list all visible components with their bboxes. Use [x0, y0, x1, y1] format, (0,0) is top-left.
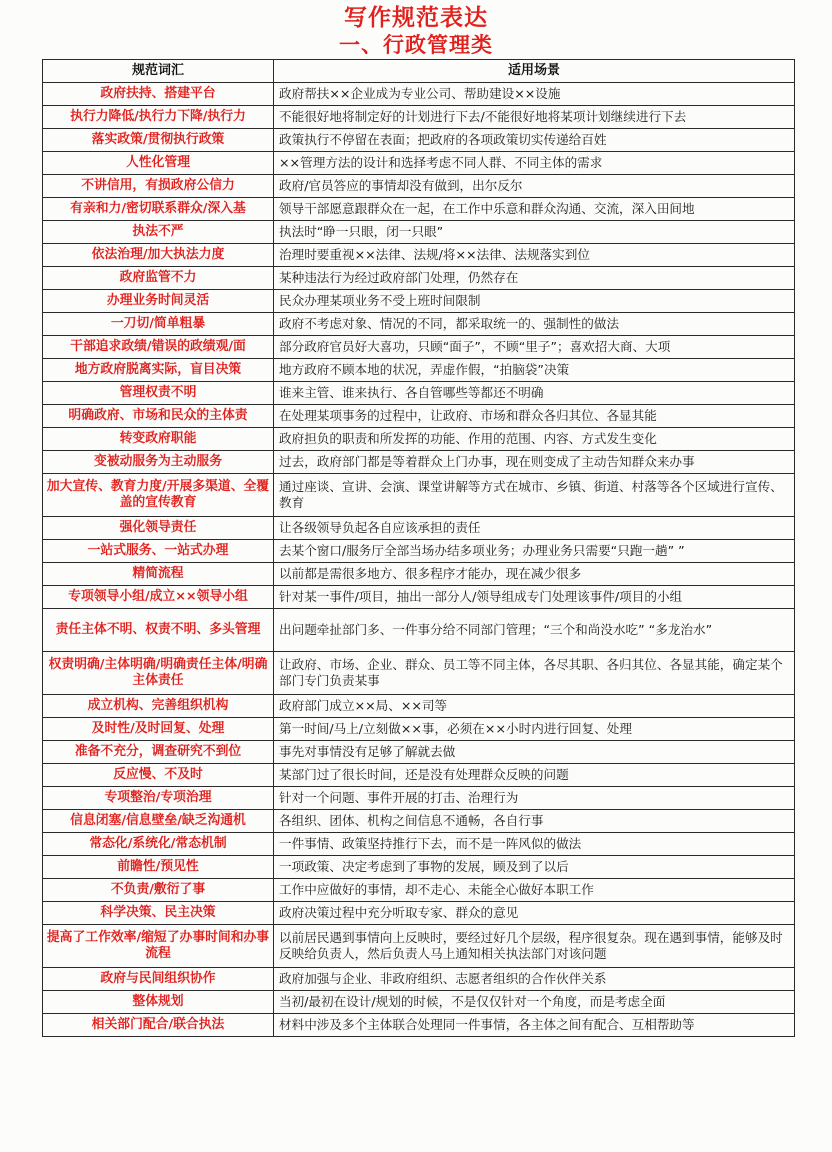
scene-cell: 政府担负的职责和所发挥的功能、作用的范围、内容、方式发生变化	[274, 428, 795, 451]
term-cell: 前瞻性/预见性	[43, 856, 274, 879]
scene-cell: 材料中涉及多个主体联合处理同一件事情，各主体之间有配合、互相帮助等	[274, 1014, 795, 1037]
term-cell: 不负责/敷衍了事	[43, 879, 274, 902]
scene-cell: 政府不考虑对象、情况的不同，都采取统一的、强制性的做法	[274, 313, 795, 336]
table-row	[43, 741, 795, 764]
term-cell: 精简流程	[43, 563, 274, 586]
scene-cell: 事先对事情没有足够了解就去做	[274, 741, 795, 764]
table-row	[43, 787, 795, 810]
page-title: 写作规范表达	[344, 5, 488, 31]
scene-cell: 某部门过了很长时间，还是没有处理群众反映的问题	[274, 764, 795, 787]
table-row	[43, 129, 795, 152]
term-cell: 政府监管不力	[43, 267, 274, 290]
table-row	[43, 609, 795, 652]
term-cell: 执法不严	[43, 221, 274, 244]
table-row	[43, 267, 795, 290]
scene-cell: 一项政策、决定考虑到了事物的发展，顾及到了以后	[274, 856, 795, 879]
scene-cell: 谁来主管、谁来执行、各自管哪些等都还不明确	[274, 382, 795, 405]
table-row	[43, 902, 795, 925]
term-cell: 权责明确/主体明确/明确责任主体/明确主体责任	[43, 652, 274, 695]
term-cell: 变被动服务为主动服务	[43, 451, 274, 474]
table-header-row	[43, 60, 795, 83]
term-cell: 执行力降低/执行力下降/执行力	[43, 106, 274, 129]
scene-cell: 政府加强与企业、非政府组织、志愿者组织的合作伙伴关系	[274, 968, 795, 991]
scene-cell: 以前都是需很多地方、很多程序才能办，现在减少很多	[274, 563, 795, 586]
term-cell: 相关部门配合/联合执法	[43, 1014, 274, 1037]
term-cell: 反应慢、不及时	[43, 764, 274, 787]
table-row	[43, 451, 795, 474]
scene-cell: 一件事情、政策坚持推行下去，而不是一阵风似的做法	[274, 833, 795, 856]
scene-cell: 过去，政府部门都是等着群众上门办事，现在则变成了主动告知群众来办事	[274, 451, 795, 474]
scene-cell: 让各级领导负起各自应该承担的责任	[274, 517, 795, 540]
terms-table	[42, 59, 795, 1037]
scene-cell: 地方政府不顾本地的状况，弄虚作假，“拍脑袋”决策	[274, 359, 795, 382]
term-cell: 专项整治/专项治理	[43, 787, 274, 810]
term-cell: 政府扶持、搭建平台	[43, 83, 274, 106]
term-cell: 专项领导小组/成立××领导小组	[43, 586, 274, 609]
table-row	[43, 540, 795, 563]
table-row	[43, 586, 795, 609]
term-cell: 一站式服务、一站式办理	[43, 540, 274, 563]
term-cell: 准备不充分，调查研究不到位	[43, 741, 274, 764]
term-cell: 常态化/系统化/常态机制	[43, 833, 274, 856]
term-cell: 整体规划	[43, 991, 274, 1014]
scene-cell: 在处理某项事务的过程中，让政府、市场和群众各归其位、各显其能	[274, 405, 795, 428]
scene-cell: 民众办理某项业务不受上班时间限制	[274, 290, 795, 313]
table-row	[43, 879, 795, 902]
term-cell: 强化领导责任	[43, 517, 274, 540]
term-cell: 地方政府脱离实际，盲目决策	[43, 359, 274, 382]
scene-cell: 让政府、市场、企业、群众、员工等不同主体，各尽其职、各归其位、各显其能，确定某个部门专门负责某事	[274, 652, 795, 695]
table-row	[43, 290, 795, 313]
scene-cell: ××管理方法的设计和选择考虑不同人群、不同主体的需求	[274, 152, 795, 175]
table-row	[43, 198, 795, 221]
scene-cell: 政府/官员答应的事情却没有做到，出尔反尔	[274, 175, 795, 198]
term-cell: 有亲和力/密切联系群众/深入基	[43, 198, 274, 221]
table-row	[43, 175, 795, 198]
term-cell: 科学决策、民主决策	[43, 902, 274, 925]
term-cell: 提高了工作效率/缩短了办事时间和办事流程	[43, 925, 274, 968]
scene-cell: 当初/最初在设计/规划的时候，不是仅仅针对一个角度，而是考虑全面	[274, 991, 795, 1014]
scene-cell: 治理时要重视××法律、法规/将××法律、法规落实到位	[274, 244, 795, 267]
scene-cell: 工作中应做好的事情，却不走心、未能全心做好本职工作	[274, 879, 795, 902]
table-row	[43, 83, 795, 106]
scene-cell: 针对一个问题、事件开展的打击、治理行为	[274, 787, 795, 810]
table-row	[43, 991, 795, 1014]
table-row	[43, 428, 795, 451]
term-cell: 干部追求政绩/错误的政绩观/面	[43, 336, 274, 359]
scene-cell: 第一时间/马上/立刻做××事，必须在××小时内进行回复、处理	[274, 718, 795, 741]
table-row	[43, 382, 795, 405]
scene-cell: 某种违法行为经过政府部门处理，仍然存在	[274, 267, 795, 290]
table-row	[43, 405, 795, 428]
scene-cell: 领导干部愿意跟群众在一起，在工作中乐意和群众沟通、交流，深入田间地	[274, 198, 795, 221]
scene-cell: 政府决策过程中充分听取专家、群众的意见	[274, 902, 795, 925]
scene-cell: 部分政府官员好大喜功，只顾“面子”，不顾“里子”；喜欢招大商、大项	[274, 336, 795, 359]
table-row	[43, 810, 795, 833]
scene-cell: 以前居民遇到事情向上反映时，要经过好几个层级，程序很复杂。现在遇到事情，能够及时反映给负责人，然后负责人马上通知相关执法部门对该问题	[274, 925, 795, 968]
term-cell: 转变政府职能	[43, 428, 274, 451]
header-scene: 适用场景	[274, 60, 795, 83]
table-row	[43, 764, 795, 787]
table-body	[43, 83, 795, 1037]
scene-cell: 各组织、团体、机构之间信息不通畅，各自行事	[274, 810, 795, 833]
table-row	[43, 833, 795, 856]
scene-cell: 政府帮扶××企业成为专业公司、帮助建设××设施	[274, 83, 795, 106]
scene-cell: 政策执行不停留在表面；把政府的各项政策切实传递给百姓	[274, 129, 795, 152]
table-row	[43, 652, 795, 695]
term-cell: 政府与民间组织协作	[43, 968, 274, 991]
table-row	[43, 1014, 795, 1037]
table-row	[43, 718, 795, 741]
table-row	[43, 925, 795, 968]
table-row	[43, 221, 795, 244]
term-cell: 人性化管理	[43, 152, 274, 175]
term-cell: 加大宣传、教育力度/开展多渠道、全覆盖的宣传教育	[43, 474, 274, 517]
table-row	[43, 968, 795, 991]
table-row	[43, 695, 795, 718]
term-cell: 信息闭塞/信息壁垒/缺乏沟通机	[43, 810, 274, 833]
scene-cell: 去某个窗口/服务厅全部当场办结多项业务；办理业务只需要“只跑一趟” ”	[274, 540, 795, 563]
header-term: 规范词汇	[43, 60, 274, 83]
table-row	[43, 856, 795, 879]
table-row	[43, 563, 795, 586]
table-row	[43, 359, 795, 382]
table-row	[43, 244, 795, 267]
scene-cell: 出问题牵扯部门多、一件事分给不同部门管理；“三个和尚没水吃” “多龙治水”	[274, 609, 795, 652]
term-cell: 办理业务时间灵活	[43, 290, 274, 313]
term-cell: 明确政府、市场和民众的主体责	[43, 405, 274, 428]
term-cell: 管理权责不明	[43, 382, 274, 405]
table-row	[43, 152, 795, 175]
table-row	[43, 517, 795, 540]
table-row	[43, 106, 795, 129]
scene-cell: 执法时“睁一只眼，闭一只眼”	[274, 221, 795, 244]
term-cell: 依法治理/加大执法力度	[43, 244, 274, 267]
scene-cell: 通过座谈、宣讲、会演、课堂讲解等方式在城市、乡镇、街道、村落等各个区域进行宣传、教育	[274, 474, 795, 517]
section-subtitle: 一、行政管理类	[339, 33, 493, 57]
scene-cell: 针对某一事件/项目，抽出一部分人/领导组成专门处理该事件/项目的小组	[274, 586, 795, 609]
term-cell: 成立机构、完善组织机构	[43, 695, 274, 718]
term-cell: 落实政策/贯彻执行政策	[43, 129, 274, 152]
table-row	[43, 474, 795, 517]
term-cell: 不讲信用，有损政府公信力	[43, 175, 274, 198]
term-cell: 责任主体不明、权责不明、多头管理	[43, 609, 274, 652]
table-row	[43, 313, 795, 336]
scene-cell: 政府部门成立××局、××司等	[274, 695, 795, 718]
term-cell: 一刀切/简单粗暴	[43, 313, 274, 336]
scene-cell: 不能很好地将制定好的计划进行下去/不能很好地将某项计划继续进行下去	[274, 106, 795, 129]
term-cell: 及时性/及时回复、处理	[43, 718, 274, 741]
table-row	[43, 336, 795, 359]
